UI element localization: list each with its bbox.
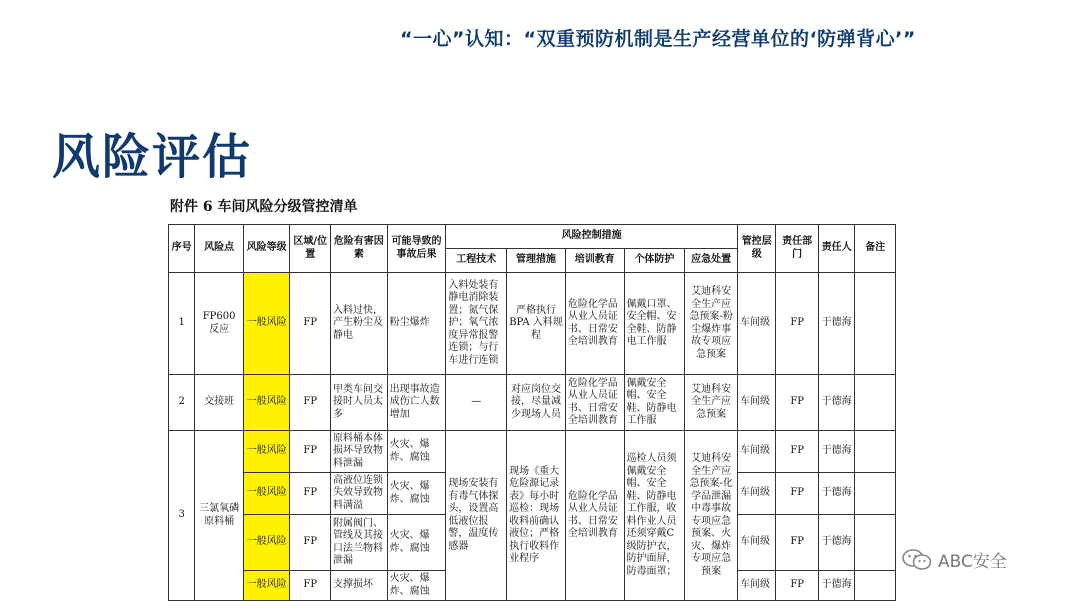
cell-area: FP	[290, 431, 331, 473]
th-ctrl: 管控层级	[737, 225, 775, 273]
cell-note	[855, 273, 896, 375]
cell-person: 于德海	[818, 571, 854, 601]
cell-result: 火灾、爆炸、腐蚀	[387, 473, 446, 515]
cell-result: 火灾、爆炸、腐蚀	[387, 515, 446, 571]
cell-result: 粉尘爆炸	[387, 273, 446, 375]
cell-point: 三氯氧磷原料桶	[195, 431, 244, 601]
th-dept: 责任部门	[776, 225, 819, 273]
cell-note	[855, 571, 896, 601]
cell-factor: 入料过快，产生粉尘及静电	[330, 273, 387, 375]
cell-person: 于德海	[818, 473, 854, 515]
cell-person: 于德海	[818, 375, 854, 431]
cell-point: FP600 反应	[195, 273, 244, 375]
cell-level: 一般风险	[243, 375, 290, 431]
th-factor: 危险有害因素	[330, 225, 387, 273]
cell-dept: FP	[776, 273, 819, 375]
cell-emerg: 艾迪科安全生产应急预案-化学品泄漏中毒事故专项应急预案、火灾、爆炸专项应急预案	[685, 431, 738, 601]
cell-no: 2	[169, 375, 195, 431]
th-ppe: 个体防护	[624, 249, 685, 273]
table-caption: 附件 6 车间风险分级管控清单	[170, 199, 358, 215]
cell-note	[855, 375, 896, 431]
cell-dept: FP	[776, 473, 819, 515]
cell-train: 危险化学品从业人员证书、日常安全培训教育	[565, 431, 624, 601]
table-row	[169, 431, 896, 473]
th-eng: 工程技术	[446, 249, 507, 273]
header-quote: “一心”认知：“双重预防机制是生产经营单位的‘防弹背心’”	[400, 28, 916, 50]
th-level: 风险等级	[243, 225, 290, 273]
cell-ctrl: 车间级	[737, 273, 775, 375]
cell-level: 一般风险	[243, 515, 290, 571]
cell-factor: 支撑损坏	[330, 571, 387, 601]
cell-level: 一般风险	[243, 571, 290, 601]
cell-train: 危险化学品从业人员证书、日常安全培训教育	[565, 273, 624, 375]
table-row	[169, 375, 896, 431]
cell-eng: —	[446, 375, 507, 431]
th-measures: 风险控制措施	[446, 225, 738, 249]
page-title: 风险评估	[52, 129, 253, 185]
cell-area: FP	[290, 571, 331, 601]
cell-factor: 高液位连锁失效导致物料满溢	[330, 473, 387, 515]
cell-note	[855, 431, 896, 473]
risk-table-container	[168, 224, 896, 604]
cell-dept: FP	[776, 375, 819, 431]
cell-factor: 甲类车间交接时人员太多	[330, 375, 387, 431]
cell-no: 3	[169, 431, 195, 601]
cell-no: 1	[169, 273, 195, 375]
cell-note	[855, 473, 896, 515]
cell-dept: FP	[776, 431, 819, 473]
cell-area: FP	[290, 375, 331, 431]
watermark-text: ABC安全	[938, 552, 1007, 572]
cell-eng: 入料处装有静电消除装置；氮气保护；氧气浓度异常报警连锁；与行车进行连锁	[446, 273, 507, 375]
cell-area: FP	[290, 515, 331, 571]
cell-note	[855, 515, 896, 571]
cell-person: 于德海	[818, 515, 854, 571]
th-train: 培训教育	[565, 249, 624, 273]
cell-level: 一般风险	[243, 473, 290, 515]
th-point: 风险点	[195, 225, 244, 273]
th-area: 区域/位置	[290, 225, 331, 273]
cell-ppe: 巡检人员须佩戴安全帽、安全鞋、防静电工作服，收料作业人员还须穿戴C级防护衣，防护面屏，防毒面罩；	[624, 431, 685, 601]
risk-control-table	[168, 224, 896, 601]
th-person: 责任人	[818, 225, 854, 273]
cell-level: 一般风险	[243, 273, 290, 375]
cell-eng: 现场安装有有毒气体探头，设置高低液位报警，温度传感器	[446, 431, 507, 601]
th-result: 可能导致的事故后果	[387, 225, 446, 273]
cell-result: 火灾、爆炸、腐蚀	[387, 431, 446, 473]
cell-area: FP	[290, 473, 331, 515]
th-note: 备注	[855, 225, 896, 273]
cell-person: 于德海	[818, 431, 854, 473]
cell-emerg: 艾迪科安全生产应急预案	[685, 375, 738, 431]
cell-area: FP	[290, 273, 331, 375]
th-no: 序号	[169, 225, 195, 273]
cell-dept: FP	[776, 515, 819, 571]
watermark	[902, 547, 1007, 572]
cell-ctrl: 车间级	[737, 431, 775, 473]
cell-emerg: 艾迪科安全生产应急预案-粉尘爆炸事故专项应急预案	[685, 273, 738, 375]
cell-mgmt: 现场《重大危险源记录表》每小时巡检：现场收料前确认液位；严格执行收料作业程序	[507, 431, 566, 601]
cell-mgmt: 对应岗位交接，尽量减少现场人员	[507, 375, 566, 431]
cell-result: 火灾、爆炸、腐蚀	[387, 571, 446, 601]
cell-dept: FP	[776, 571, 819, 601]
cell-ctrl: 车间级	[737, 515, 775, 571]
cell-mgmt: 严格执行BPA 入料规程	[507, 273, 566, 375]
th-mgmt: 管理措施	[507, 249, 566, 273]
cell-level: 一般风险	[243, 431, 290, 473]
cell-factor: 附属阀门、管线及其接口法兰物料泄漏	[330, 515, 387, 571]
table-header-row	[169, 225, 896, 249]
cell-ppe: 佩戴口罩、安全帽、安全鞋、防静电工作服	[624, 273, 685, 375]
cell-point: 交接班	[195, 375, 244, 431]
wechat-icon	[902, 549, 932, 571]
cell-ctrl: 车间级	[737, 571, 775, 601]
th-emerg: 应急处置	[685, 249, 738, 273]
cell-ppe: 佩戴安全帽、安全鞋、防静电工作服	[624, 375, 685, 431]
cell-ctrl: 车间级	[737, 375, 775, 431]
cell-train: 危险化学品从业人员证书、日常安全培训教育	[565, 375, 624, 431]
cell-ctrl: 车间级	[737, 473, 775, 515]
cell-result: 出现事故造成伤亡人数增加	[387, 375, 446, 431]
table-row	[169, 273, 896, 375]
cell-person: 于德海	[818, 273, 854, 375]
cell-factor: 原料桶本体损坏导致物料泄漏	[330, 431, 387, 473]
